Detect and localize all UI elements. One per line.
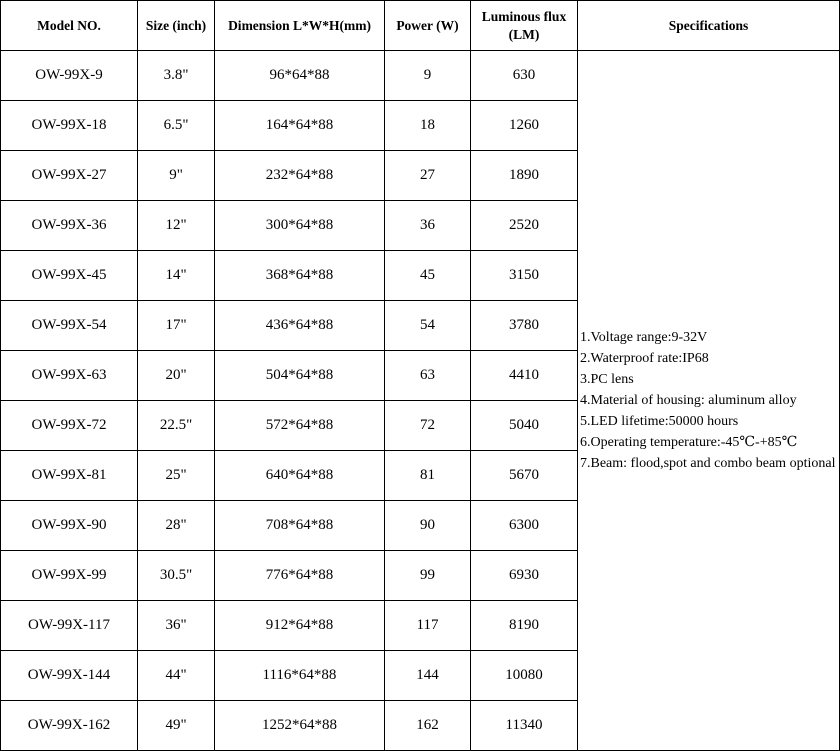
spec-line: 7.Beam: flood,spot and combo beam optional: [580, 456, 836, 471]
power-cell: 162: [385, 701, 471, 751]
size-cell: 12": [138, 201, 215, 251]
header-model: Model NO.: [1, 1, 138, 51]
power-cell: 144: [385, 651, 471, 701]
spec-line: 1.Voltage range:9-32V: [580, 330, 708, 345]
flux-cell: 4410: [471, 351, 578, 401]
spec-line: 6.Operating temperature:-45℃-+85℃: [580, 435, 798, 450]
dimension-cell: 436*64*88: [215, 301, 385, 351]
model-cell: OW-99X-9: [1, 51, 138, 101]
spec-line: 5.LED lifetime:50000 hours: [580, 414, 739, 429]
flux-cell: 6930: [471, 551, 578, 601]
spec-line: 2.Waterproof rate:IP68: [580, 351, 709, 366]
size-cell: 9": [138, 151, 215, 201]
power-cell: 63: [385, 351, 471, 401]
dimension-cell: 708*64*88: [215, 501, 385, 551]
size-cell: 36": [138, 601, 215, 651]
model-cell: OW-99X-18: [1, 101, 138, 151]
size-cell: 44": [138, 651, 215, 701]
power-cell: 45: [385, 251, 471, 301]
power-cell: 27: [385, 151, 471, 201]
model-cell: OW-99X-72: [1, 401, 138, 451]
model-cell: OW-99X-54: [1, 301, 138, 351]
model-cell: OW-99X-45: [1, 251, 138, 301]
flux-cell: 3780: [471, 301, 578, 351]
flux-cell: 1890: [471, 151, 578, 201]
header-dimension: Dimension L*W*H(mm): [215, 1, 385, 51]
flux-cell: 10080: [471, 651, 578, 701]
size-cell: 30.5": [138, 551, 215, 601]
size-cell: 28": [138, 501, 215, 551]
model-cell: OW-99X-99: [1, 551, 138, 601]
power-cell: 117: [385, 601, 471, 651]
model-cell: OW-99X-81: [1, 451, 138, 501]
dimension-cell: 912*64*88: [215, 601, 385, 651]
flux-cell: 8190: [471, 601, 578, 651]
dimension-cell: 300*64*88: [215, 201, 385, 251]
dimension-cell: 368*64*88: [215, 251, 385, 301]
dimension-cell: 640*64*88: [215, 451, 385, 501]
flux-cell: 6300: [471, 501, 578, 551]
header-size: Size (inch): [138, 1, 215, 51]
dimension-cell: 96*64*88: [215, 51, 385, 101]
power-cell: 36: [385, 201, 471, 251]
dimension-cell: 504*64*88: [215, 351, 385, 401]
power-cell: 90: [385, 501, 471, 551]
dimension-cell: 1252*64*88: [215, 701, 385, 751]
spec-line: 3.PC lens: [580, 372, 634, 387]
header-power: Power (W): [385, 1, 471, 51]
flux-cell: 2520: [471, 201, 578, 251]
power-cell: 18: [385, 101, 471, 151]
size-cell: 6.5": [138, 101, 215, 151]
dimension-cell: 776*64*88: [215, 551, 385, 601]
flux-cell: 630: [471, 51, 578, 101]
model-cell: OW-99X-36: [1, 201, 138, 251]
table-row: [1, 51, 840, 101]
model-cell: OW-99X-162: [1, 701, 138, 751]
model-cell: OW-99X-117: [1, 601, 138, 651]
model-cell: OW-99X-90: [1, 501, 138, 551]
flux-cell: 11340: [471, 701, 578, 751]
size-cell: 3.8": [138, 51, 215, 101]
power-cell: 9: [385, 51, 471, 101]
header-luminous-flux: Luminous flux (LM): [471, 1, 578, 51]
specifications-cell: [578, 51, 840, 751]
dimension-cell: 164*64*88: [215, 101, 385, 151]
model-cell: OW-99X-144: [1, 651, 138, 701]
table-body: [1, 51, 840, 751]
dimension-cell: 572*64*88: [215, 401, 385, 451]
flux-cell: 3150: [471, 251, 578, 301]
model-cell: OW-99X-27: [1, 151, 138, 201]
size-cell: 49": [138, 701, 215, 751]
header-specifications: Specifications: [578, 1, 840, 51]
flux-cell: 5040: [471, 401, 578, 451]
power-cell: 99: [385, 551, 471, 601]
size-cell: 14": [138, 251, 215, 301]
model-cell: OW-99X-63: [1, 351, 138, 401]
dimension-cell: 232*64*88: [215, 151, 385, 201]
flux-cell: 1260: [471, 101, 578, 151]
header-row: [1, 1, 840, 51]
power-cell: 54: [385, 301, 471, 351]
size-cell: 17": [138, 301, 215, 351]
dimension-cell: 1116*64*88: [215, 651, 385, 701]
power-cell: 72: [385, 401, 471, 451]
flux-cell: 5670: [471, 451, 578, 501]
size-cell: 25": [138, 451, 215, 501]
size-cell: 22.5": [138, 401, 215, 451]
spec-line: 4.Material of housing: aluminum alloy: [580, 393, 797, 408]
size-cell: 20": [138, 351, 215, 401]
power-cell: 81: [385, 451, 471, 501]
